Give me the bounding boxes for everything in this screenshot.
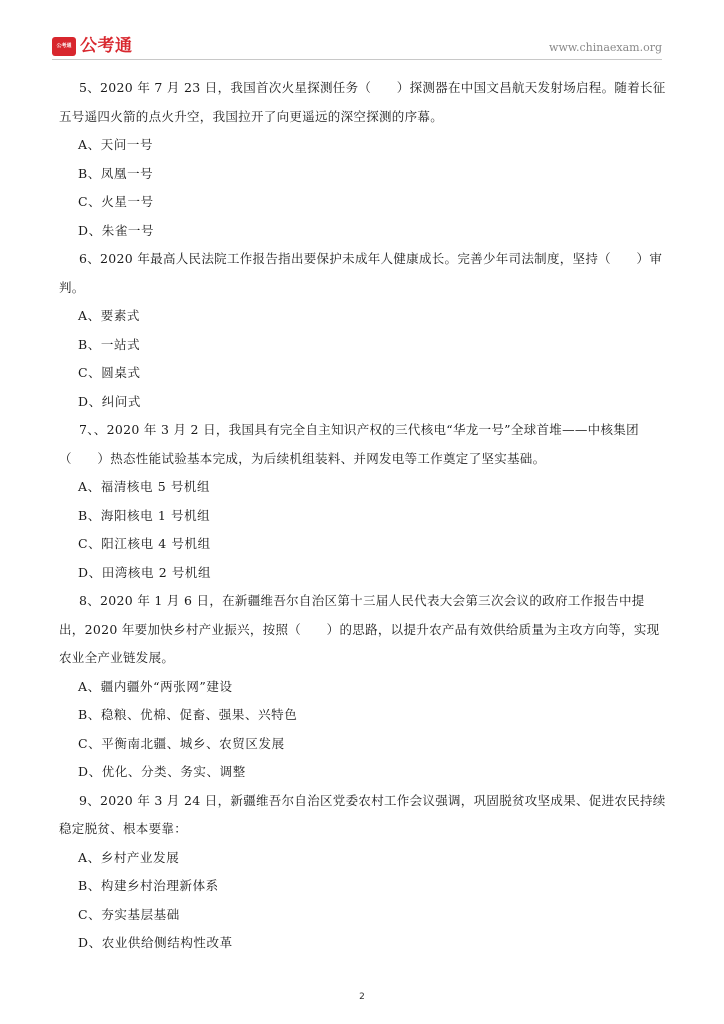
- option-d: D、优化、分类、务实、调整: [78, 764, 246, 779]
- question-9: [60, 787, 670, 958]
- option-b: B、海阳核电 1 号机组: [78, 507, 211, 523]
- logo-text: 公考通: [80, 36, 133, 56]
- question-stem: 5、2020 年 7 月 23 日，我国首次火星探测任务（ ）探测器在中国文昌航天发射场启程。随着长征五号遥四火箭的点火升空，我国拉开了向更遥远的深空探测的序幕。: [59, 80, 666, 124]
- page-header: [52, 36, 662, 58]
- option-d: D、纠问式: [78, 393, 142, 409]
- option-a: A、福清核电 5 号机组: [78, 479, 211, 494]
- question-stem: 9、2020 年 3 月 24 日，新疆维吾尔自治区党委农村工作会议强调，巩固脱贫攻坚成果、促进农民持续稳定脱贫、根本要靠：: [59, 792, 666, 836]
- option-b: B、一站式: [78, 336, 141, 352]
- option-c: C、圆桌式: [78, 365, 141, 380]
- option-b: B、稳粮、优棉、促畜、强果、兴特色: [78, 707, 298, 722]
- site-url: www.chinaexam.org: [549, 41, 662, 54]
- question-stem: 8、2020 年 1 月 6 日，在新疆维吾尔自治区第十三届人民代表大会第三次会议的政府工作报告中提出，2020 年要加快乡村产业振兴，按照（ ）的思路，以提升农产品有效供给质量为主攻方向等，实现农业全产业链发展。: [59, 593, 660, 665]
- question-5: [60, 74, 670, 245]
- question-list: [60, 74, 670, 958]
- logo: [52, 36, 133, 56]
- option-a: A、疆内疆外“两张网”建设: [78, 678, 233, 694]
- page-number: 2: [359, 992, 365, 1002]
- option-c: C、阳江核电 4 号机组: [78, 536, 211, 551]
- option-c: C、平衡南北疆、城乡、农贸区发展: [78, 735, 285, 751]
- option-b: B、构建乡村治理新体系: [78, 878, 219, 893]
- logo-badge: 公考通: [52, 37, 76, 56]
- option-c: C、火星一号: [78, 194, 154, 209]
- question-8: [60, 587, 670, 787]
- question-6: [60, 245, 670, 416]
- option-c: C、夯实基层基础: [78, 906, 180, 922]
- question-stem: 7、、2020 年 3 月 2 日，我国具有完全自主知识产权的三代核电“华龙一号”全球首堆——中核集团（ ）热态性能试验基本完成，为后续机组装料、并网发电等工作奠定了坚实基础。: [59, 422, 639, 466]
- option-a: A、乡村产业发展: [78, 849, 180, 865]
- option-d: D、农业供给侧结构性改革: [78, 935, 233, 950]
- header-divider: [52, 59, 662, 60]
- option-d: D、朱雀一号: [78, 222, 155, 238]
- option-a: A、天问一号: [78, 137, 154, 152]
- option-b: B、凤凰一号: [78, 165, 154, 181]
- option-d: D、田湾核电 2 号机组: [78, 564, 212, 580]
- option-a: A、要素式: [78, 308, 141, 323]
- question-7: [60, 416, 670, 587]
- question-stem: 6、2020 年最高人民法院工作报告指出要保护未成年人健康成长。完善少年司法制度，坚持（ ）审判。: [59, 251, 663, 295]
